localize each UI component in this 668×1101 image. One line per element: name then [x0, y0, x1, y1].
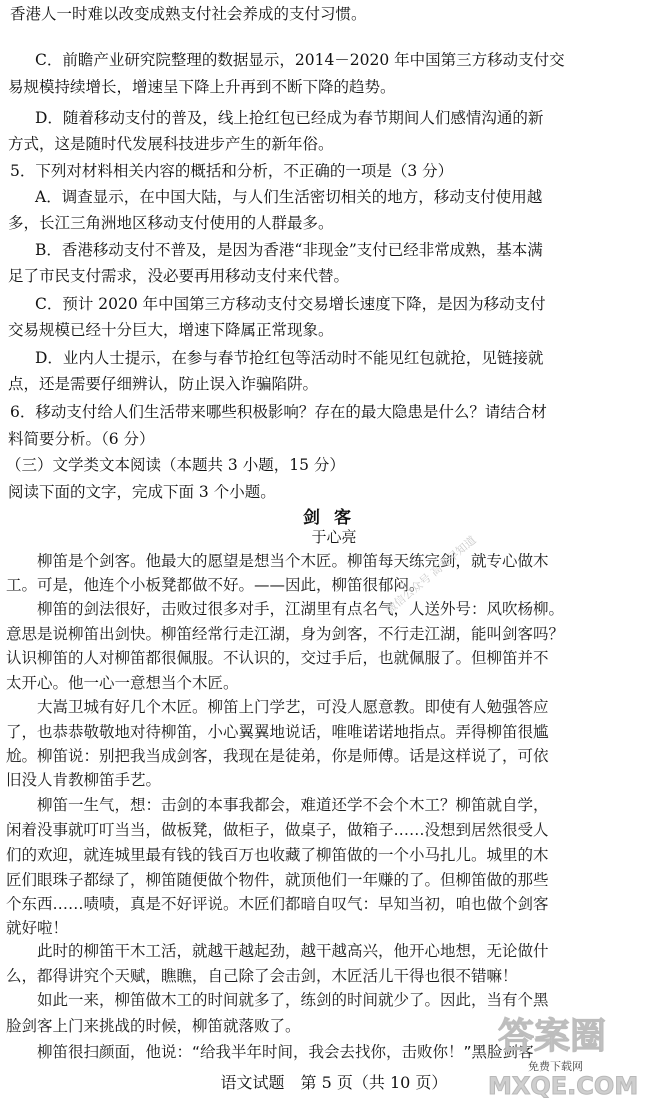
- option-d-line: D．随着移动支付的普及，线上抢红包已经成为春节期间人们感情沟通的新: [4, 109, 544, 127]
- text-line: 料简要分析。（6 分）: [8, 430, 155, 448]
- section-heading: （三）文学类文本阅读（本题共 3 小题，15 分）: [6, 456, 345, 474]
- watermark-logo-domain: MXQE.COM: [488, 1072, 639, 1098]
- text-line: 点，还是需要仔细辨认，防止误入诈骗陷阱。: [8, 375, 319, 393]
- text-line: 方式，这是随时代发展科技进步产生的新年俗。: [8, 135, 334, 153]
- story-line: 柳笛是个剑客。他最大的愿望是想当个木匠。柳笛每天练完剑，就专心做木: [6, 552, 549, 570]
- page-footer: 语文试题 第 5 页（共 10 页）: [220, 1073, 448, 1092]
- story-line: 柳笛很扫颜面，他说：“给我半年时间，我会去找你，击败你！”黑脸剑客: [6, 1043, 534, 1061]
- story-line: 脸剑客上门来挑战的时候，柳笛就落败了。: [6, 1017, 301, 1035]
- story-author: 于心亮: [311, 528, 357, 546]
- text-line: 足了市民支付需求，没必要再用移动支付来代替。: [8, 267, 350, 285]
- story-line: 大嵩卫城有好几个木匠。柳笛上门学艺，可没人愿意教。即使有人勉强答应: [6, 698, 549, 716]
- text-line: 多，长江三角洲地区移动支付使用的人群最多。: [8, 214, 334, 232]
- option-d-line: D．业内人士提示，在参与春节抢红包等活动时不能见红包就抢，见链接就: [4, 349, 544, 367]
- story-line: 尬。柳笛说：别把我当成剑客，我现在是徒弟，你是师傅。话是这样说了，可依: [6, 747, 549, 765]
- story-line: 如此一来，柳笛做木工的时间就多了，练剑的时间就少了。因此，当有个黑: [6, 991, 549, 1009]
- option-c-line: C．前瞻产业研究院整理的数据显示，2014－2020 年中国第三方移动支付交: [4, 51, 565, 69]
- story-line: 意思是说柳笛出剑快。柳笛经常行走江湖，身为剑客，不行走江湖，能叫剑客吗？: [6, 625, 565, 643]
- story-line: 么，都得讲究个天赋，瞧瞧，自己除了会击剑，木匠活儿干得也很不错嘛！: [6, 967, 518, 985]
- watermark-diagonal-text: 微信公众号 高考早知道: [383, 533, 479, 617]
- story-line: 了，也恭恭敬敬地对待柳笛，小心翼翼地说话，唯唯诺诺地指点。弄得柳笛很尴: [6, 723, 549, 741]
- story-line: 闲着没事就叮叮当当，做板凳，做柜子，做桌子，做箱子……没想到居然很受人: [6, 821, 549, 839]
- story-line: 工。可是，他连个小板凳都做不好。——因此，柳笛很郁闷。: [6, 576, 425, 594]
- story-line: 匠们眼珠子都绿了，柳笛随便做个物件，就顶他们一年赚的了。但柳笛做的那些: [6, 871, 549, 889]
- text-line: 香港人一时难以改变成熟支付社会养成的支付习惯。: [10, 5, 367, 23]
- story-title: 剑客: [303, 508, 365, 528]
- story-line: 太开心。他一心一意想当个木匠。: [6, 674, 239, 692]
- question-6: 6．移动支付给人们生活带来哪些积极影响？存在的最大隐患是什么？请结合材: [10, 403, 547, 421]
- option-b-line: B．香港移动支付不普及，是因为香港“非现金”支付已经非常成熟，基本满: [4, 241, 543, 259]
- story-line: 就好啦！: [6, 919, 69, 937]
- story-line: 此时的柳笛干木工活，就越干越起劲，越干越高兴，他开心地想，无论做什: [6, 942, 549, 960]
- watermark-logo: [488, 1008, 663, 1098]
- watermark-logo-subtitle: 免费下载网: [528, 1060, 583, 1073]
- text-line: 交易规模已经十分巨大，增速下降属正常现象。: [8, 321, 334, 339]
- story-line: 认识柳笛的人对柳笛都很佩服。不认识的，交过手后，也就佩服了。但柳笛并不: [6, 649, 549, 667]
- story-line: 柳笛一生气，想：击剑的本事我都会，难道还学不会个木工？柳笛就自学，: [6, 796, 549, 814]
- option-a-line: A．调查显示，在中国大陆，与人们生活密切相关的地方，移动支付使用越: [4, 188, 543, 206]
- question-5: 5．下列对材料相关内容的概括和分析，不正确的一项是（3 分）: [10, 162, 454, 180]
- story-line: 们的欢迎，就连城里最有钱的钱百万也收藏了柳笛做的一个小马扎儿。城里的木: [6, 846, 549, 864]
- story-line: 旧没人肯教柳笛手艺。: [6, 771, 162, 789]
- option-c-line: C．预计 2020 年中国第三方移动支付交易增长速度下降，是因为移动支付: [4, 295, 546, 313]
- story-line: 柳笛的剑法很好，击败过很多对手，江湖里有点名气，人送外号：风吹杨柳。: [6, 600, 565, 618]
- watermark-logo-title: 答案圈: [498, 1016, 607, 1057]
- text-line: 易规模持续增长，增速呈下降上升再到不断下降的趋势。: [8, 78, 396, 96]
- story-line: 个东西……啧啧，真是不好评说。木匠们都暗自叹气：早知当初，咱也做个剑客: [6, 895, 549, 913]
- instruction-line: 阅读下面的文字，完成下面 3 个小题。: [8, 483, 276, 501]
